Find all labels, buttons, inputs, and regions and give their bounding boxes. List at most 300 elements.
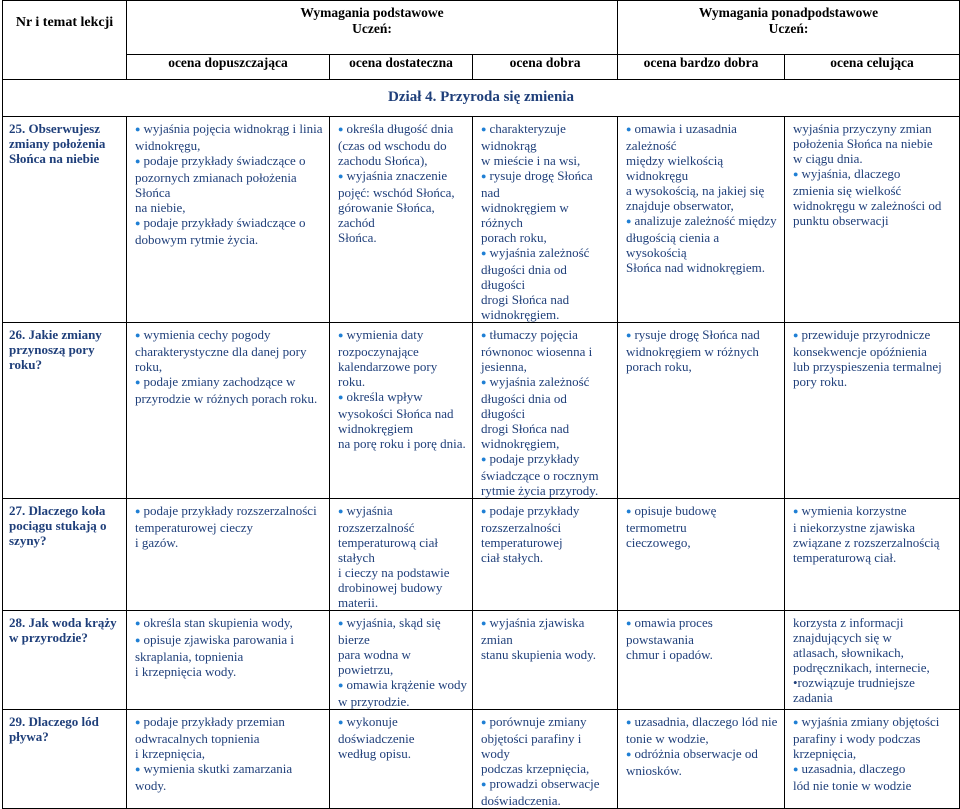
lesson-topic-line: Słońca na niebie xyxy=(9,151,100,166)
requirement-text: na porę roku i porę dnia. xyxy=(338,436,466,451)
bullet-icon: ● xyxy=(481,171,487,181)
requirement-text: rozpoczynające xyxy=(338,344,419,359)
requirement-cell xyxy=(785,323,960,499)
requirement-text: wymienia cechy pogody xyxy=(143,327,271,342)
requirement-line xyxy=(338,168,467,185)
requirement-line xyxy=(481,391,612,421)
requirement-line xyxy=(338,359,467,389)
requirement-text: rysuje drogę Słońca nad xyxy=(481,168,593,200)
requirement-text: i cieczy na podstawie xyxy=(338,565,450,580)
bullet-icon: ● xyxy=(626,506,632,516)
requirement-line xyxy=(135,714,324,731)
bullet-icon: ● xyxy=(793,717,799,727)
requirement-line xyxy=(338,344,467,359)
requirement-line xyxy=(793,213,954,228)
requirement-cell xyxy=(330,710,473,809)
bullet-icon: ● xyxy=(135,635,141,645)
requirement-line xyxy=(338,677,467,694)
requirement-text: opisuje budowę termometru xyxy=(626,503,717,535)
requirement-text: lód nie tonie w wodzie xyxy=(793,778,912,793)
requirement-line xyxy=(793,327,954,344)
requirement-line xyxy=(135,391,324,406)
lesson-row xyxy=(3,117,960,323)
lesson-topic xyxy=(3,611,127,710)
lesson-topic-line: szyny? xyxy=(9,533,47,548)
requirement-text: punktu obserwacji xyxy=(793,213,889,228)
requirement-line xyxy=(135,503,324,520)
bullet-icon: ● xyxy=(481,124,487,134)
requirement-line xyxy=(481,776,612,793)
requirement-line xyxy=(135,327,324,344)
requirement-line xyxy=(481,503,612,520)
requirement-line xyxy=(338,503,467,535)
requirement-line xyxy=(481,731,612,761)
requirement-text: porównuje zmiany xyxy=(489,714,587,729)
requirement-text: rozszerzalności xyxy=(481,520,562,535)
bullet-icon: ● xyxy=(338,506,344,516)
requirement-text: określa stan skupienia wody, xyxy=(143,615,293,630)
requirement-line xyxy=(626,359,779,374)
topic-column-header: Nr i temat lekcji xyxy=(3,1,127,80)
requirement-text: wyjaśnia zależność xyxy=(489,374,590,389)
requirement-text: wyjaśnia zjawiska zmian xyxy=(481,615,585,647)
requirement-line xyxy=(338,121,467,138)
bullet-icon: ● xyxy=(793,169,799,179)
requirement-line xyxy=(481,307,612,322)
requirement-cell xyxy=(618,611,785,710)
requirement-line xyxy=(481,168,612,200)
requirement-line xyxy=(793,344,954,359)
requirement-text: określa długość dnia xyxy=(346,121,454,136)
requirement-line xyxy=(135,761,324,793)
requirement-line xyxy=(135,615,324,632)
requirement-line xyxy=(626,746,779,763)
requirement-text: wyjaśnia pojęcia widnokrąg i linia xyxy=(143,121,323,136)
requirement-text: długości dnia od długości xyxy=(481,391,567,421)
requirement-text: podaje przykłady świadczące o xyxy=(143,215,306,230)
requirement-text: i krzepnięcia, xyxy=(135,746,206,761)
requirement-text: stanu skupienia wody. xyxy=(481,647,597,662)
requirement-line xyxy=(481,153,612,168)
bullet-icon: ● xyxy=(626,124,632,134)
requirement-cell xyxy=(330,117,473,323)
requirement-line xyxy=(626,153,779,183)
requirement-text: para wodna w powietrzu, xyxy=(338,647,411,677)
requirement-line xyxy=(793,761,954,778)
bullet-icon: ● xyxy=(481,330,487,340)
requirement-line xyxy=(793,630,954,645)
requirement-cell xyxy=(785,611,960,710)
requirement-text: omawia krążenie wody xyxy=(346,677,467,692)
requirement-text: uzasadnia, dlaczego lód nie xyxy=(634,714,778,729)
bullet-icon: ● xyxy=(626,330,632,340)
requirement-text: określa wpływ xyxy=(346,389,423,404)
requirement-line xyxy=(793,778,954,793)
requirement-line xyxy=(793,731,954,746)
requirement-text: objętości parafiny i wody xyxy=(481,731,582,761)
requirement-line xyxy=(626,327,779,344)
grade-header: ocena celująca xyxy=(785,54,960,79)
basic-requirements-header: Wymagania podstawowe Uczeń: xyxy=(127,1,618,55)
lesson-topic-line: 28. Jak woda krąży xyxy=(9,615,117,630)
requirement-line xyxy=(793,690,954,705)
section-title: Dział 4. Przyroda się zmienia xyxy=(3,80,960,117)
requirement-line xyxy=(338,647,467,677)
requirement-text: opisuje zjawiska parowania i xyxy=(143,632,294,647)
lesson-topic-line: pływa? xyxy=(9,729,49,744)
requirement-line xyxy=(626,647,779,662)
requirement-text: przewiduje przyrodnicze xyxy=(801,327,931,342)
requirement-line xyxy=(338,595,467,610)
lesson-topic xyxy=(3,323,127,499)
requirement-text: pory roku. xyxy=(793,374,848,389)
requirement-line xyxy=(793,746,954,761)
requirement-line xyxy=(626,731,779,746)
requirement-text: tonie w wodzie, xyxy=(626,731,709,746)
requirement-line xyxy=(481,793,612,808)
requirement-text: widnokręgu w zależności od xyxy=(793,198,942,213)
requirement-text: temperaturową ciał. xyxy=(793,550,897,565)
requirement-text: prowadzi obserwacje xyxy=(489,776,600,791)
requirements-table xyxy=(2,0,960,809)
requirement-line xyxy=(135,121,324,138)
requirement-text: związane z rozszerzalnością xyxy=(793,535,940,550)
requirement-text: podaje przykłady świadczące o xyxy=(143,153,306,168)
requirement-line xyxy=(135,632,324,649)
requirement-text: charakterystyczne dla danej pory roku, xyxy=(135,344,307,374)
requirement-text: omawia proces powstawania xyxy=(626,615,713,647)
requirement-cell xyxy=(127,611,330,710)
requirement-line xyxy=(135,153,324,170)
requirement-text: przyrodzie w różnych porach roku. xyxy=(135,391,318,406)
requirement-line xyxy=(338,230,467,245)
requirement-text: według opisu. xyxy=(338,746,411,761)
requirement-text: wyjaśnia zależność xyxy=(489,245,590,260)
bullet-icon: ● xyxy=(626,717,632,727)
bullet-icon: ● xyxy=(481,779,487,789)
grade-header: ocena dopuszczająca xyxy=(127,54,330,79)
bullet-icon: ● xyxy=(481,377,487,387)
requirement-text: odróżnia obserwacje od xyxy=(634,746,758,761)
lesson-row xyxy=(3,611,960,710)
requirement-line xyxy=(481,327,612,344)
requirement-text: porach roku, xyxy=(626,359,692,374)
bullet-icon: ● xyxy=(481,454,487,464)
requirement-line xyxy=(135,170,324,200)
requirement-line xyxy=(793,503,954,520)
requirement-line xyxy=(626,615,779,647)
requirement-text: w ciągu dnia. xyxy=(793,151,863,166)
requirement-line xyxy=(481,615,612,647)
requirement-text: znajduje obserwator, xyxy=(626,198,734,213)
bullet-icon: ● xyxy=(338,171,344,181)
requirement-text: podaje przykłady przemian xyxy=(143,714,285,729)
requirement-line xyxy=(481,483,612,498)
requirement-line xyxy=(338,185,467,200)
lesson-topic-line: 26. Jakie zmiany xyxy=(9,327,102,342)
lesson-topic-line: zmiany położenia xyxy=(9,136,106,151)
requirement-line xyxy=(793,136,954,151)
requirement-text: jesienna, xyxy=(481,359,527,374)
requirement-text: podaje przykłady rozszerzalności xyxy=(143,503,317,518)
lesson-row xyxy=(3,710,960,809)
requirement-line xyxy=(793,615,954,630)
requirement-line xyxy=(481,374,612,391)
requirement-text: temperaturowej xyxy=(481,535,563,550)
requirement-cell xyxy=(785,710,960,809)
requirement-text: podaje przykłady xyxy=(489,503,580,518)
requirement-line xyxy=(338,714,467,746)
requirement-line xyxy=(793,660,954,675)
requirement-text: drobinowej budowy xyxy=(338,580,443,595)
bullet-icon: ● xyxy=(626,749,632,759)
bullet-icon: ● xyxy=(135,764,141,774)
bullet-icon: ● xyxy=(135,330,141,340)
requirement-text: zadania xyxy=(793,690,833,705)
requirement-line xyxy=(793,550,954,565)
requirement-text: górowanie Słońca, zachód xyxy=(338,200,435,230)
lesson-row xyxy=(3,323,960,499)
requirement-text: rytmie życia przyrody. xyxy=(481,483,599,498)
requirement-text: wniosków. xyxy=(626,763,682,778)
header-row xyxy=(3,1,960,55)
requirement-line xyxy=(481,262,612,292)
requirement-line xyxy=(793,714,954,731)
requirement-line xyxy=(793,121,954,136)
requirement-line xyxy=(135,649,324,664)
grades-row xyxy=(3,54,960,79)
requirement-text: zachodu Słońca), xyxy=(338,153,428,168)
bullet-icon: ● xyxy=(626,216,632,226)
requirement-line xyxy=(338,389,467,406)
requirement-text: Słońca. xyxy=(338,230,377,245)
requirement-text: pozornych zmianach położenia Słońca xyxy=(135,170,297,200)
bullet-icon: ● xyxy=(793,330,799,340)
requirement-text: wykonuje doświadczenie xyxy=(338,714,415,746)
requirement-text: (czas od wschodu do xyxy=(338,138,447,153)
requirement-cell xyxy=(473,323,618,499)
section-row xyxy=(3,80,960,117)
requirement-text: długości dnia od długości xyxy=(481,262,567,292)
requirement-line xyxy=(793,374,954,389)
requirement-text: wyjaśnia przyczyny zmian xyxy=(793,121,932,136)
requirement-text: widnokręgiem. xyxy=(481,307,560,322)
requirement-line xyxy=(626,198,779,213)
requirement-line xyxy=(338,406,467,421)
bullet-icon: ● xyxy=(481,618,487,628)
requirement-line xyxy=(793,520,954,535)
requirement-text: wyjaśnia znaczenie xyxy=(346,168,448,183)
bullet-icon: ● xyxy=(135,618,141,628)
requirement-line xyxy=(626,121,779,153)
requirement-text: w mieście i na wsi, xyxy=(481,153,581,168)
requirement-cell xyxy=(618,323,785,499)
requirement-line xyxy=(626,260,779,275)
requirement-line xyxy=(793,166,954,183)
requirement-text: widnokręgiem xyxy=(338,421,414,436)
requirement-text: tłumaczy pojęcia xyxy=(489,327,578,342)
requirement-line xyxy=(481,421,612,436)
requirement-line xyxy=(481,535,612,550)
requirement-cell xyxy=(473,710,618,809)
requirement-cell xyxy=(127,117,330,323)
requirement-text: kalendarzowe pory roku. xyxy=(338,359,438,389)
requirement-text: i gazów. xyxy=(135,535,179,550)
requirement-text: zmienia się wielkość xyxy=(793,183,902,198)
bullet-icon: ● xyxy=(338,717,344,727)
requirement-line xyxy=(135,138,324,153)
requirement-text: między wielkością widnokręgu xyxy=(626,153,724,183)
requirement-text: chmur i opadów. xyxy=(626,647,713,662)
requirement-text: konsekwencje opóźnienia xyxy=(793,344,927,359)
lesson-topic xyxy=(3,710,127,809)
requirement-line xyxy=(135,374,324,391)
requirement-line xyxy=(338,615,467,647)
requirement-line xyxy=(481,200,612,230)
requirement-line xyxy=(626,344,779,359)
requirement-line xyxy=(626,763,779,778)
requirement-text: znajdujących się w xyxy=(793,630,892,645)
requirement-text: widnokręgiem, xyxy=(481,436,560,451)
requirement-line xyxy=(338,421,467,436)
requirement-text: wyjaśnia, dlaczego xyxy=(801,166,901,181)
requirement-cell xyxy=(127,710,330,809)
requirement-text: cieczowego, xyxy=(626,535,691,550)
requirement-line xyxy=(481,292,612,307)
requirement-line xyxy=(626,213,779,230)
requirement-line xyxy=(626,503,779,535)
requirement-cell xyxy=(330,323,473,499)
bullet-icon: ● xyxy=(338,618,344,628)
requirement-line xyxy=(481,230,612,245)
lesson-topic-line: przynoszą pory xyxy=(9,342,95,357)
requirement-line xyxy=(338,694,467,709)
requirement-line xyxy=(481,520,612,535)
requirement-line xyxy=(626,714,779,731)
requirement-text: ciał stałych. xyxy=(481,550,544,565)
requirement-text: charakteryzuje widnokrąg xyxy=(481,121,566,153)
requirement-text: wymienia skutki zamarzania wody. xyxy=(135,761,293,793)
requirement-line xyxy=(135,344,324,374)
requirement-text: a wysokością, na jakiej się xyxy=(626,183,765,198)
requirement-cell xyxy=(618,117,785,323)
advanced-requirements-header: Wymagania ponadpodstawowe Uczeń: xyxy=(618,1,960,55)
requirement-text: podręcznikach, internecie, xyxy=(793,660,930,675)
requirement-text: uzasadnia, dlaczego xyxy=(801,761,906,776)
requirement-line xyxy=(793,183,954,198)
requirement-text: wymienia korzystne xyxy=(801,503,907,518)
bullet-icon: ● xyxy=(481,248,487,258)
requirement-line xyxy=(793,359,954,374)
lesson-topic-line: 29. Dlaczego lód xyxy=(9,714,99,729)
requirement-text: dobowym rytmie życia. xyxy=(135,232,259,247)
requirement-line xyxy=(481,714,612,731)
bullet-icon: ● xyxy=(338,680,344,690)
requirement-line xyxy=(481,436,612,451)
requirement-text: na niebie, xyxy=(135,200,186,215)
bullet-icon: ● xyxy=(338,392,344,402)
requirement-text: wymienia daty xyxy=(346,327,424,342)
bullet-icon: ● xyxy=(135,124,141,134)
requirement-line xyxy=(135,664,324,679)
requirement-line xyxy=(135,746,324,761)
requirement-line xyxy=(481,468,612,483)
lesson-topic-line: roku? xyxy=(9,357,42,372)
requirement-cell xyxy=(127,499,330,611)
requirement-line xyxy=(481,451,612,468)
requirement-cell xyxy=(127,323,330,499)
requirement-text: drogi Słońca nad xyxy=(481,421,570,436)
requirement-text: wysokości Słońca nad xyxy=(338,406,454,421)
requirement-line xyxy=(481,761,612,776)
bullet-icon: ● xyxy=(135,717,141,727)
requirement-cell xyxy=(473,611,618,710)
requirement-text: korzysta z informacji xyxy=(793,615,904,630)
requirement-text: materii. xyxy=(338,595,379,610)
requirement-text: drogi Słońca nad xyxy=(481,292,570,307)
lesson-topic xyxy=(3,117,127,323)
bullet-icon: ● xyxy=(481,506,487,516)
requirement-line xyxy=(338,327,467,344)
requirement-text: temperaturowej cieczy xyxy=(135,520,254,535)
requirement-text: skraplania, topnienia xyxy=(135,649,244,664)
lesson-topic-line: w przyrodzie? xyxy=(9,630,88,645)
requirement-text: podczas krzepnięcia, xyxy=(481,761,590,776)
requirement-cell xyxy=(330,499,473,611)
requirement-line xyxy=(481,344,612,359)
requirement-text: pojęć: wschód Słońca, xyxy=(338,185,455,200)
requirement-text: odwracalnych topnienia xyxy=(135,731,260,746)
grade-header: ocena dobra xyxy=(473,54,618,79)
bullet-icon: ● xyxy=(626,618,632,628)
requirement-line xyxy=(135,200,324,215)
requirement-text: analizuje zależność między xyxy=(634,213,777,228)
requirement-text: świadczące o rocznym xyxy=(481,468,599,483)
requirement-line xyxy=(338,200,467,230)
bullet-icon: ● xyxy=(338,124,344,134)
bullet-icon: ● xyxy=(481,717,487,727)
bullet-icon: ● xyxy=(793,506,799,516)
requirement-line xyxy=(793,535,954,550)
requirement-line xyxy=(793,198,954,213)
requirement-line xyxy=(135,215,324,232)
requirement-line xyxy=(481,647,612,662)
requirement-line xyxy=(626,535,779,550)
requirement-line xyxy=(338,153,467,168)
requirement-text: parafiny i wody podczas xyxy=(793,731,921,746)
requirement-text: długością cienia a wysokością xyxy=(626,230,720,260)
requirement-cell xyxy=(473,117,618,323)
requirement-text: podaje zmiany zachodzące w xyxy=(143,374,296,389)
requirement-text: temperaturową ciał stałych xyxy=(338,535,438,565)
requirement-text: wyjaśnia rozszerzalność xyxy=(338,503,415,535)
requirement-line xyxy=(626,183,779,198)
requirement-text: widnokręgiem w różnych xyxy=(481,200,569,230)
requirement-line xyxy=(793,151,954,166)
requirement-text: porach roku, xyxy=(481,230,547,245)
requirement-line xyxy=(626,230,779,260)
requirement-line xyxy=(338,535,467,565)
requirement-cell xyxy=(618,499,785,611)
requirement-text: •rozwiązuje trudniejsze xyxy=(793,675,915,690)
bullet-icon: ● xyxy=(793,764,799,774)
lesson-topic-line: 25. Obserwujesz xyxy=(9,121,100,136)
requirement-line xyxy=(338,746,467,761)
requirement-text: atlasach, słownikach, xyxy=(793,645,904,660)
requirement-text: lub przyspieszenia termalnej xyxy=(793,359,942,374)
lesson-topic-line: pociągu stukają o xyxy=(9,518,107,533)
grade-header: ocena dostateczna xyxy=(330,54,473,79)
